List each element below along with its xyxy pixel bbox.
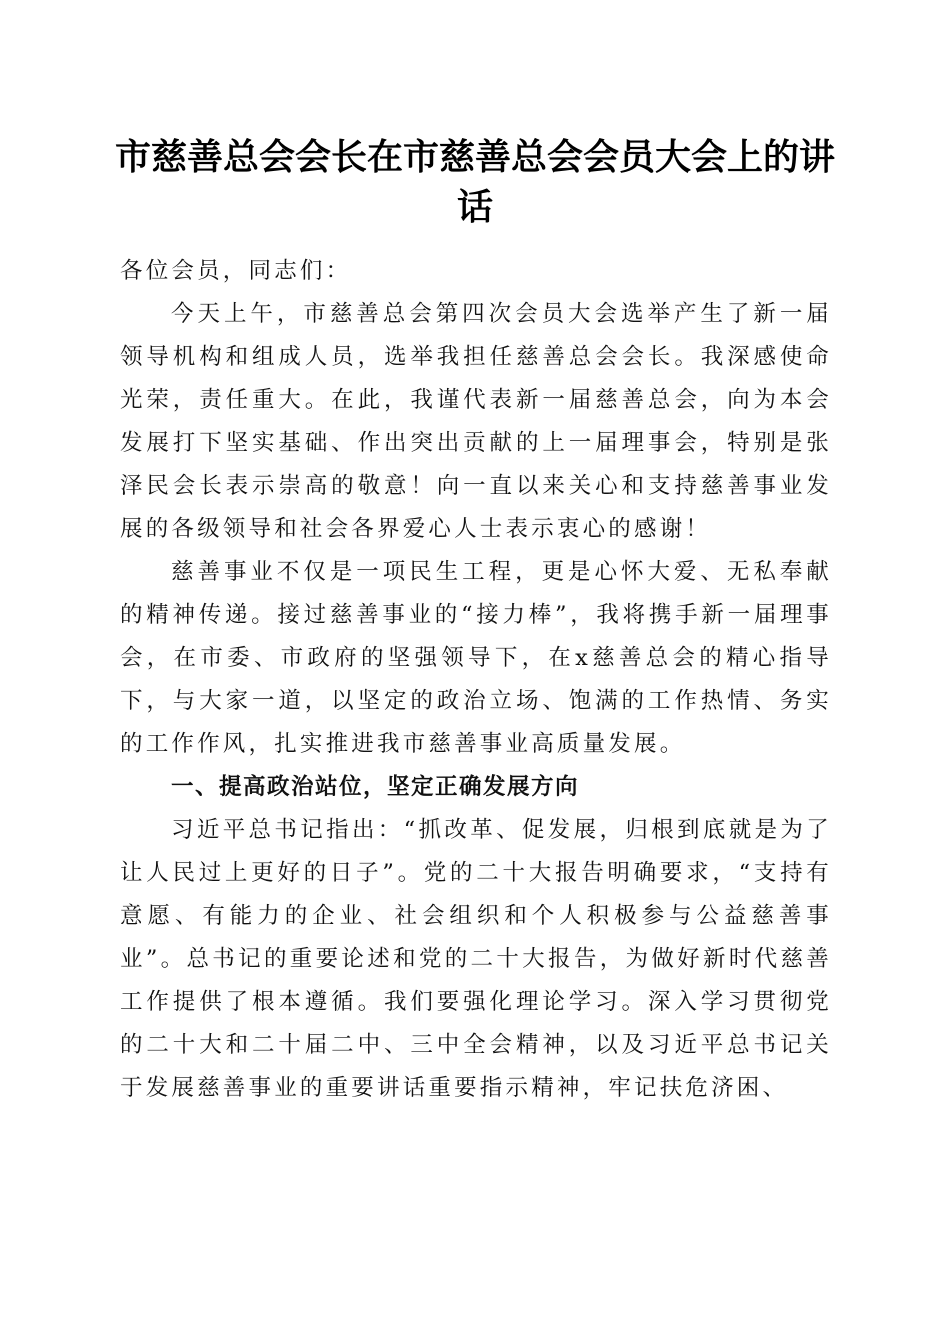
paragraph-3: 习近平总书记指出：“抓改革、促发展，归根到底就是为了让人民过上更好的日子”。党的二十大报告明确要求，“支持有意愿、有能力的企业、社会组织和个人积极参与公益慈善事业”。总书记的重要论述和党的二十大报告，为做好新时代慈善工作提供了根本遵循。我们要强化理论学习。深入学习贯彻党的二十大和二十届二中、三中全会精神，以及习近平总书记关于发展慈善事业的重要讲话重要指示精神，牢记扶危济困、 [120,817,832,1101]
document-title: 市慈善总会会长在市慈善总会会员大会上的讲话 [114,136,835,228]
section-heading-1: 一、提高政治站位，坚定正确发展方向 [171,774,580,800]
salutation: 各位会员，同志们： [120,258,352,284]
document-body [120,250,832,1110]
paragraph-1: 今天上午，市慈善总会第四次会员大会选举产生了新一届领导机构和组成人员，选举我担任慈善总会会长。我深感使命光荣，责任重大。在此，我谨代表新一届慈善总会，向为本会发展打下坚实基础、作出突出贡献的上一届理事会，特别是张泽民会长表示崇高的敬意！向一直以来关心和支持慈善事业发展的各级领导和社会各界爱心人士表示衷心的感谢！ [120,301,832,542]
paragraph-2: 慈善事业不仅是一项民生工程，更是心怀大爱、无私奉献的精神传递。接过慈善事业的“接力棒”，我将携手新一届理事会，在市委、市政府的坚强领导下，在x慈善总会的精心指导下，与大家一道，以坚定的政治立场、饱满的工作热情、务实的工作作风，扎实推进我市慈善事业高质量发展。 [120,559,832,757]
